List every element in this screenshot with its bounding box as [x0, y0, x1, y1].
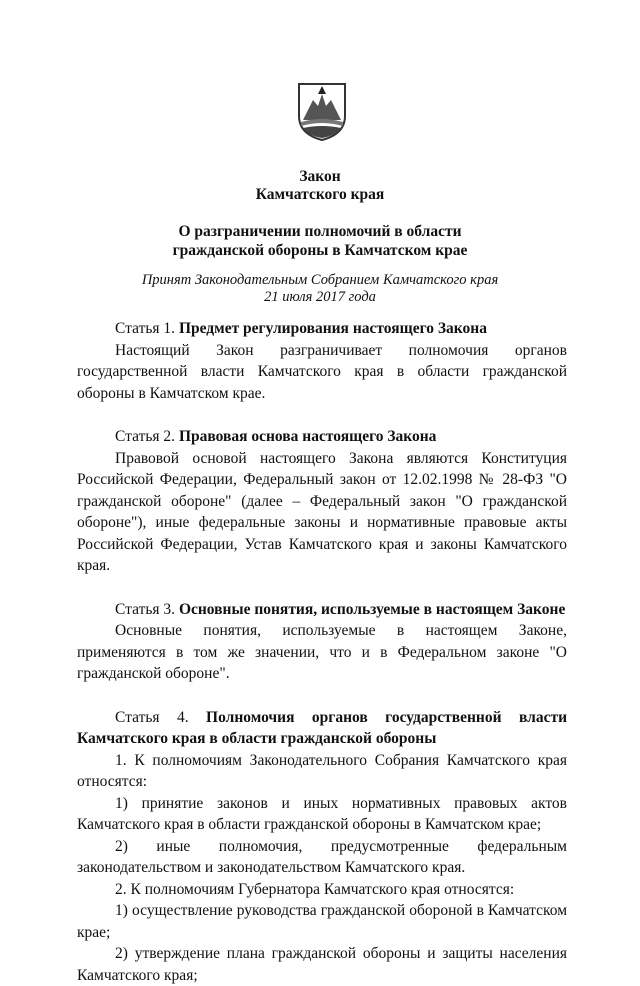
article-4-paragraph-2: 1) принятие законов и иных нормативных правовых актов Камчатского края в области гражданской обороны в Камчатском крае;	[77, 794, 567, 833]
coat-of-arms-emblem	[291, 80, 353, 142]
article-4-paragraph-5: 1) осуществление руководства гражданской обороной в Камчатском крае;	[77, 902, 567, 941]
article-4-paragraph-3: 2) иные полномочия, предусмотренные федеральным законодательством и законодательством Камчатского края.	[77, 837, 567, 876]
law-body	[77, 318, 567, 986]
article-4-paragraph-4: 2. К полномочиям Губернатора Камчатского края относятся:	[115, 880, 515, 898]
law-subject-line1: О разграничении полномочий в области	[178, 223, 462, 240]
article-1-title: Предмет регулирования настоящего Закона	[178, 320, 487, 337]
article-4-title: Полномочия органов государственной власти Камчатского края в области гражданской обороны	[77, 708, 567, 747]
article-2-title: Правовая основа настоящего Закона	[178, 428, 437, 445]
article-4-paragraph-6: 2) утверждение плана гражданской обороны и защиты населения Камчатского края;	[77, 945, 567, 984]
article-2-number: Статья 2.	[115, 428, 179, 445]
article-2-paragraph: Правовой основой настоящего Закона являются Конституция Российской Федерации, Федеральный закон от 12.02.1998 № 28-ФЗ "О гражданской обороне" (далее – Федеральный закон "О гражданской обороне"), иные федеральные законы и нормативные правовые акты Российской Федерации, Устав Камчатского края и законы Камчатского края.	[77, 449, 567, 574]
article-2-heading	[77, 426, 567, 448]
article-1-heading	[77, 318, 567, 340]
law-region: Камчатского края	[255, 186, 385, 203]
law-subject-line2: гражданской обороны в Камчатском крае	[172, 242, 468, 259]
article-3-paragraph: Основные понятия, используемые в настоящем Законе, применяются в том же значении, что и в Федеральном законе "О гражданской обороне".	[77, 622, 567, 682]
article-4-number: Статья 4.	[115, 708, 207, 726]
adoption-date: 21 июля 2017 года	[264, 289, 376, 305]
adoption-note: Принят Законодательным Собранием Камчатского края	[141, 272, 499, 288]
article-1-paragraph: Настоящий Закон разграничивает полномочия органов государственной власти Камчатского края в области гражданской обороны в Камчатском крае.	[77, 341, 567, 402]
law-title: Закон	[299, 168, 341, 185]
article-3-heading	[77, 599, 567, 621]
article-4-paragraph-1: 1. К полномочиям Законодательного Собрания Камчатского края относятся:	[77, 751, 567, 790]
article-1-number: Статья 1.	[115, 320, 179, 337]
article-3-title: Основные понятия, используемые в настоящем Законе	[178, 600, 566, 618]
article-3-number: Статья 3.	[115, 600, 179, 618]
article-4-heading	[77, 707, 567, 750]
